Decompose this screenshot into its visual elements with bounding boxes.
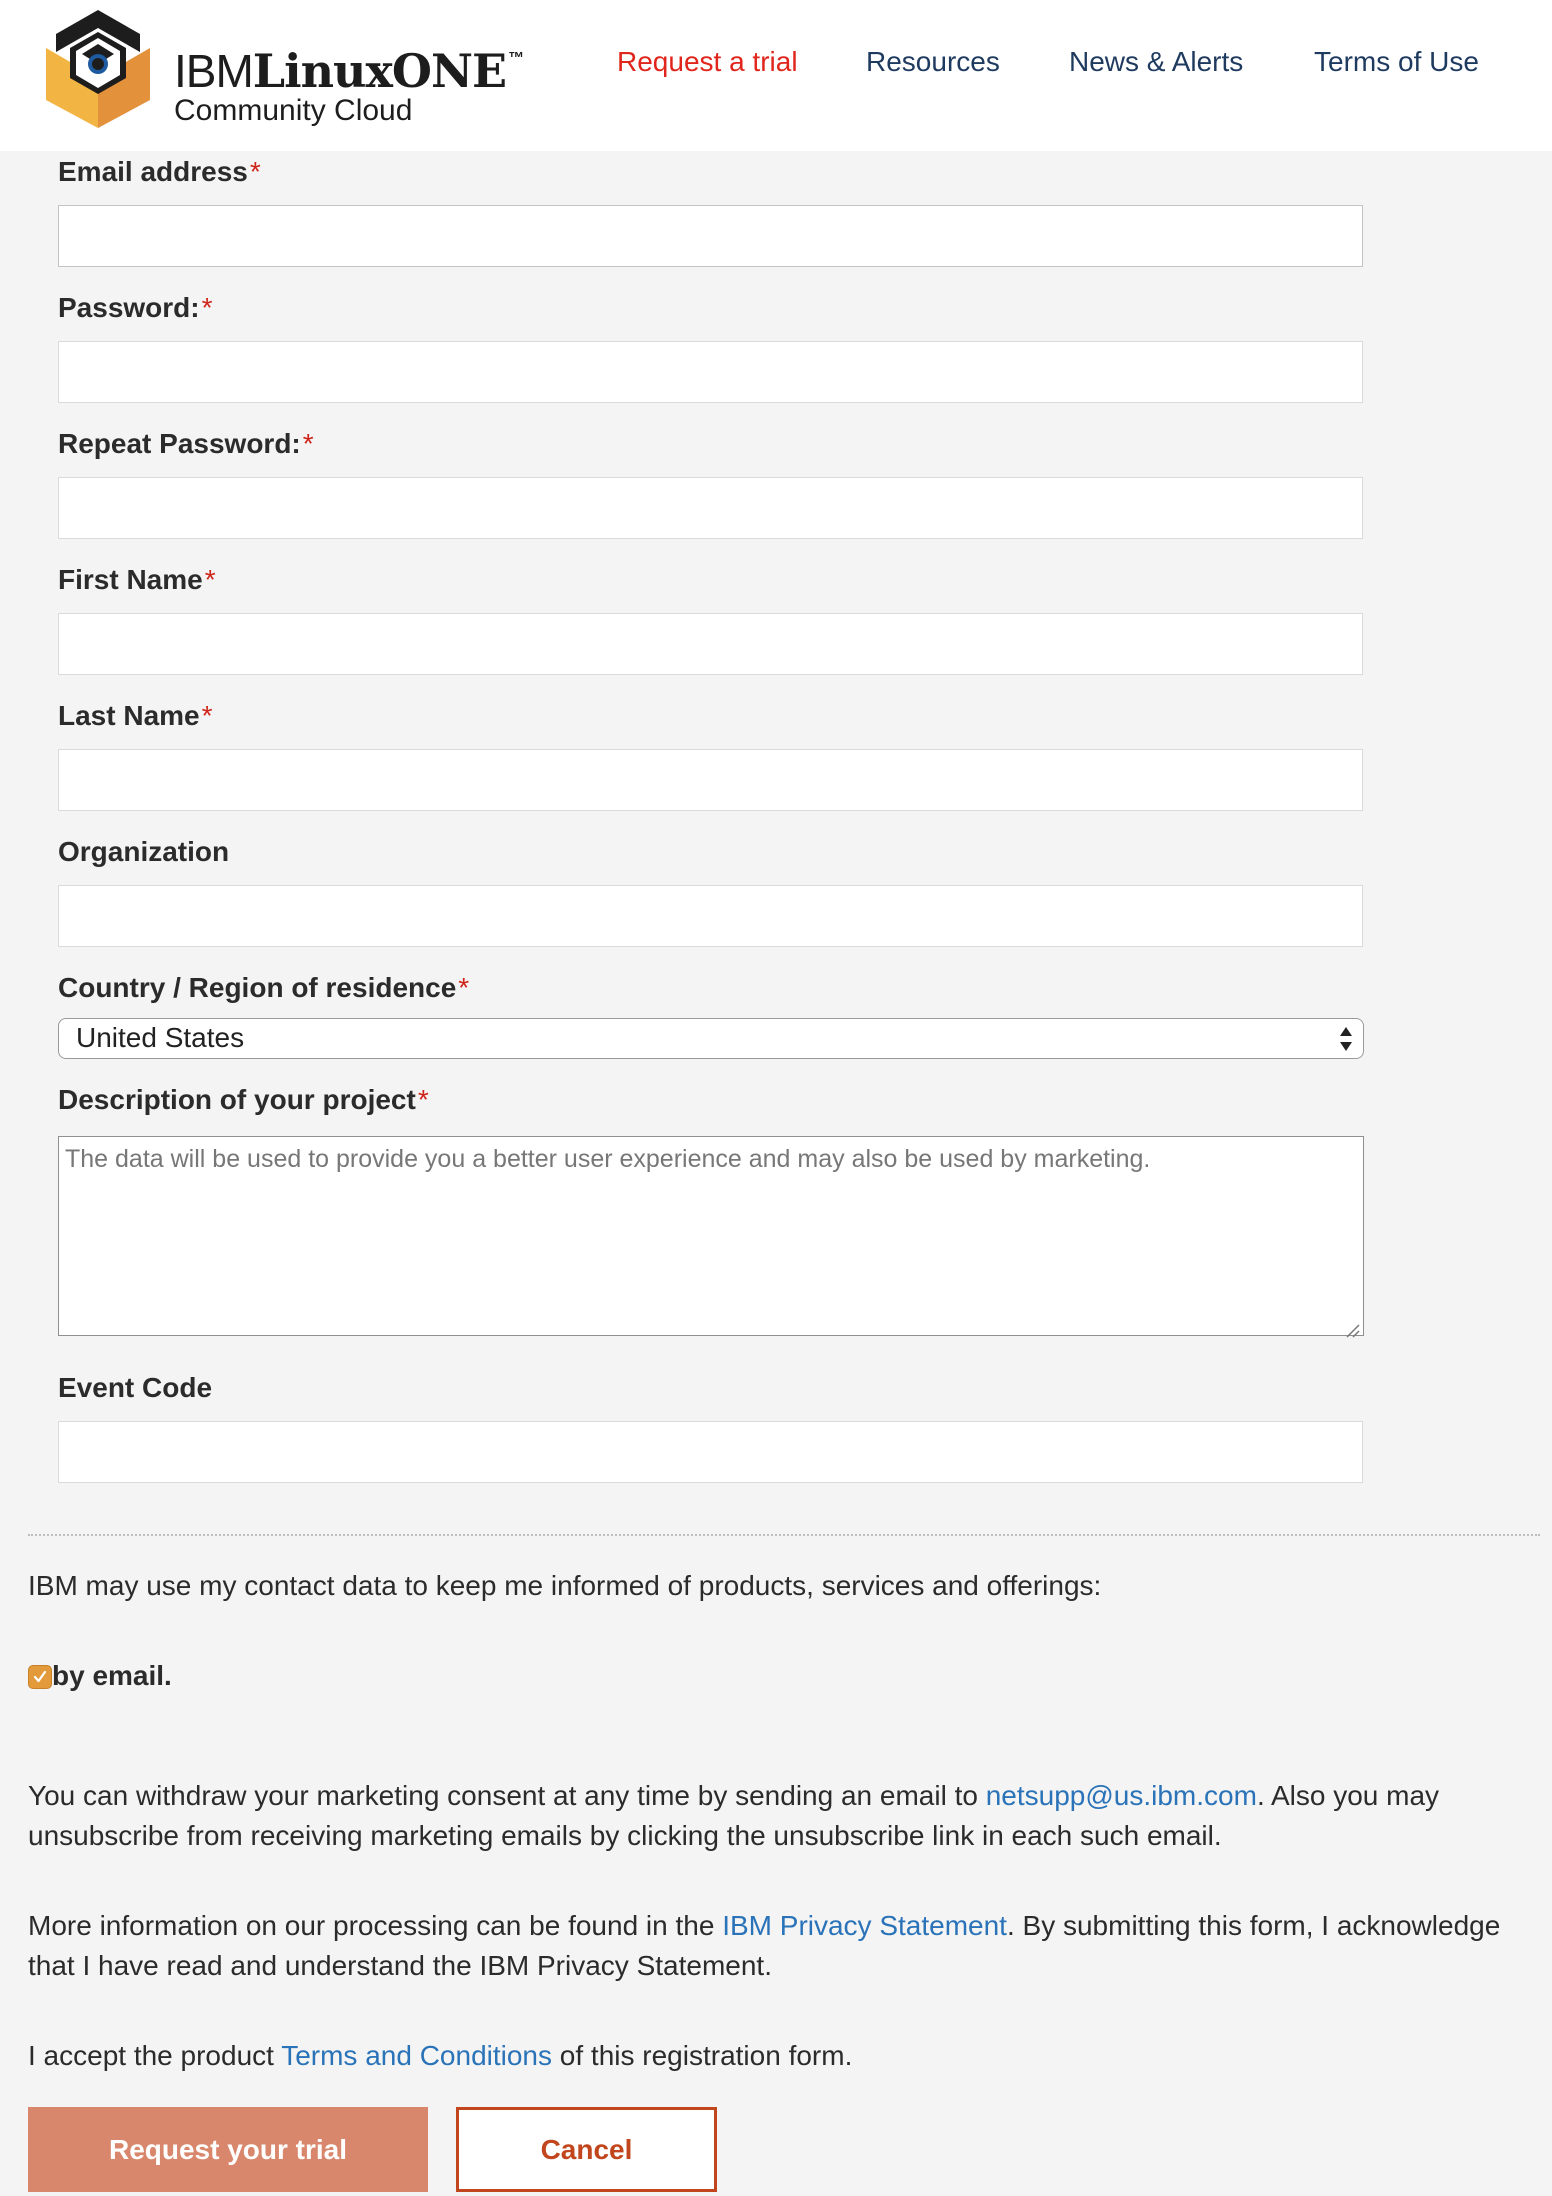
withdraw-text-end: . Also you may unsubscribe from receiving marketing emails by clicking the unsubscribe link in each such email.	[28, 1780, 1440, 1851]
last-name-label-text: Last Name	[58, 700, 200, 731]
country-selected-value: United States	[76, 1022, 245, 1053]
country-label-text: Country / Region of residence	[58, 972, 457, 1003]
select-arrows-icon	[1339, 1025, 1353, 1053]
request-trial-button[interactable]: Request your trial	[28, 2107, 428, 2192]
section-divider	[28, 1534, 1540, 1536]
email-label-text: Email address	[58, 156, 248, 187]
consent-intro: IBM may use my contact data to keep me informed of products, services and offerings:	[28, 1570, 1102, 1601]
logo-brand: IBM	[174, 45, 253, 97]
required-marker: *	[201, 700, 213, 731]
support-email-link[interactable]: netsupp@us.ibm.com	[985, 1780, 1257, 1811]
logo-wordmark[interactable]	[174, 34, 523, 128]
required-marker: *	[249, 156, 261, 187]
privacy-text	[28, 1906, 1538, 1986]
logo-title	[174, 34, 523, 96]
repeat-password-label	[58, 428, 314, 460]
nav-resources[interactable]: Resources	[866, 46, 1000, 77]
terms-text-start: I accept the product	[28, 2040, 282, 2071]
nav-terms-of-use[interactable]: Terms of Use	[1314, 46, 1479, 77]
repeat-password-label-text: Repeat Password:	[58, 428, 301, 459]
privacy-text-start: More information on our processing can be found in the	[28, 1910, 723, 1941]
description-textarea[interactable]	[58, 1136, 1364, 1336]
password-label-text: Password:	[58, 292, 200, 323]
terms-text	[28, 2036, 1538, 2076]
email-field[interactable]	[58, 205, 1363, 267]
required-marker: *	[302, 428, 314, 459]
email-consent-label: by email.	[52, 1660, 172, 1691]
required-marker: *	[417, 1084, 429, 1115]
privacy-statement-link[interactable]: IBM Privacy Statement	[722, 1910, 1007, 1941]
description-label	[58, 1084, 429, 1116]
last-name-field[interactable]	[58, 749, 1363, 811]
organization-label: Organization	[58, 836, 230, 867]
logo-trademark: ™	[508, 50, 524, 67]
terms-conditions-link[interactable]: Terms and Conditions	[281, 2040, 553, 2071]
first-name-label	[58, 564, 216, 596]
country-label	[58, 972, 469, 1004]
logo-product: LinuxONE	[252, 44, 507, 98]
password-label	[58, 292, 213, 324]
description-placeholder: The data will be used to provide you a better user experience and may also be used by marketing.	[65, 1145, 1151, 1173]
event-code-label: Event Code	[58, 1372, 213, 1403]
required-marker: *	[204, 564, 216, 595]
country-select[interactable]	[58, 1018, 1364, 1059]
required-marker: *	[201, 292, 213, 323]
resize-grip-icon[interactable]	[1344, 1316, 1360, 1332]
repeat-password-field[interactable]	[58, 477, 1363, 539]
password-field[interactable]	[58, 341, 1363, 403]
event-code-field[interactable]	[58, 1421, 1363, 1483]
cancel-button[interactable]: Cancel	[456, 2107, 717, 2192]
first-name-field[interactable]	[58, 613, 1363, 675]
logo-subtitle: Community Cloud	[174, 94, 413, 127]
last-name-label	[58, 700, 213, 732]
required-marker: *	[458, 972, 470, 1003]
privacy-text-end: . By submitting this form, I acknowledge that I have read and understand the IBM Privacy Statement.	[28, 1910, 1501, 1981]
nav-news-alerts[interactable]: News & Alerts	[1069, 46, 1244, 77]
terms-text-end: of this registration form.	[552, 2040, 853, 2071]
site-header	[0, 0, 1552, 151]
organization-field[interactable]	[58, 885, 1363, 947]
email-label	[58, 156, 261, 188]
nav-request-trial[interactable]: Request a trial	[617, 46, 798, 77]
withdraw-consent-text	[28, 1776, 1538, 1856]
description-label-text: Description of your project	[58, 1084, 416, 1115]
checkmark-icon	[32, 1669, 48, 1685]
withdraw-text-start: You can withdraw your marketing consent at any time by sending an email to	[28, 1780, 986, 1811]
linuxone-logo-icon[interactable]	[42, 8, 154, 130]
email-consent-checkbox[interactable]	[28, 1665, 52, 1689]
first-name-label-text: First Name	[58, 564, 203, 595]
